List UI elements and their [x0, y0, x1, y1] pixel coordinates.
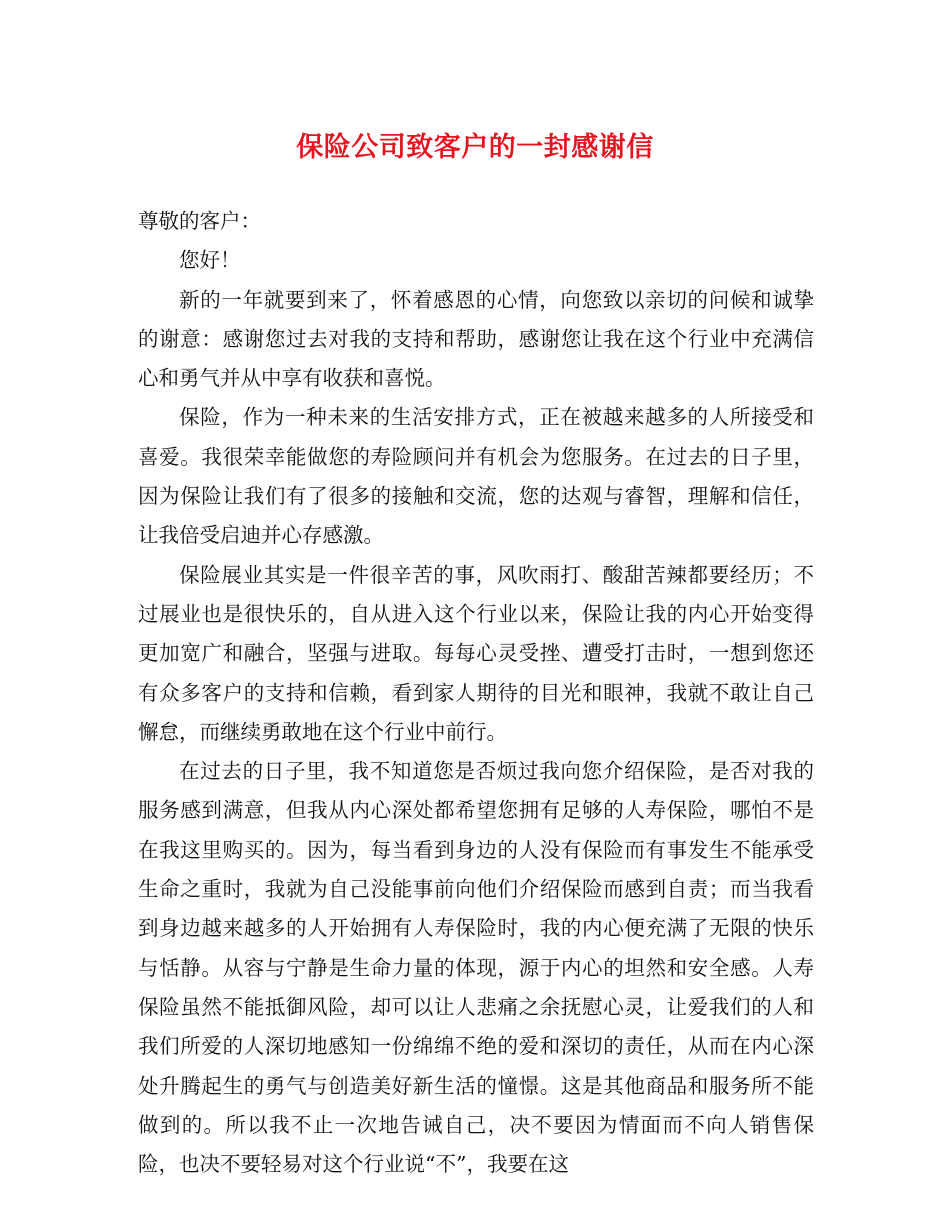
greeting: 您好！ — [179, 248, 241, 273]
paragraph: 新的一年就要到来了，怀着感恩的心情，向您致以亲切的问候和诚挚的谢意：感谢您过去对我的支持和帮助，感谢您让我在这个行业中充满信心和勇气并从中享有收获和喜悦。 — [138, 287, 814, 391]
paragraph: 保险，作为一种未来的生活安排方式，正在被越来越多的人所接受和喜爱。我很荣幸能做您的寿险顾问并有机会为您服务。在过去的日子里，因为保险让我们有了很多的接触和交流，您的达观与睿智，理解和信任，让我倍受启迪并心存感激。 — [138, 405, 814, 548]
letter-body — [138, 202, 814, 1184]
salutation: 尊敬的客户： — [138, 209, 261, 233]
paragraph: 在过去的日子里，我不知道您是否烦过我向您介绍保险，是否对我的服务感到满意，但我从内心深处都希望您拥有足够的人寿保险，哪怕不是在我这里购买的。因为，每当看到身边的人没有保险而有事发生不能承受生命之重时，我就为自己没能事前向他们介绍保险而感到自责；而当我看到身边越来越多的人开始拥有人寿保险时，我的内心便充满了无限的快乐与恬静。从容与宁静是生命力量的体现，源于内心的坦然和安全感。人寿保险虽然不能抵御风险，却可以让人悲痛之余抚慰心灵，让爱我们的人和我们所爱的人深切地感知一份绵绵不绝的爱和深切的责任，从而在内心深处升腾起生的勇气与创造美好新生活的憧憬。这是其他商品和服务所不能做到的。所以我不止一次地告诫自己，决不要因为情面而不向人销售保险，也决不要轻易对这个行业说“不”，我要在这 — [138, 759, 814, 1177]
paragraph: 保险展业其实是一件很辛苦的事，风吹雨打、酸甜苦辣都要经历；不过展业也是很快乐的，自从进入这个行业以来，保险让我的内心开始变得更加宽广和融合，坚强与进取。每每心灵受挫、遭受打击时，一想到您还有众多客户的支持和信赖，看到家人期待的目光和眼神，我就不敢让自己懈怠，而继续勇敢地在这个行业中前行。 — [138, 562, 814, 744]
document-title: 保险公司致客户的一封感谢信 — [296, 132, 654, 163]
